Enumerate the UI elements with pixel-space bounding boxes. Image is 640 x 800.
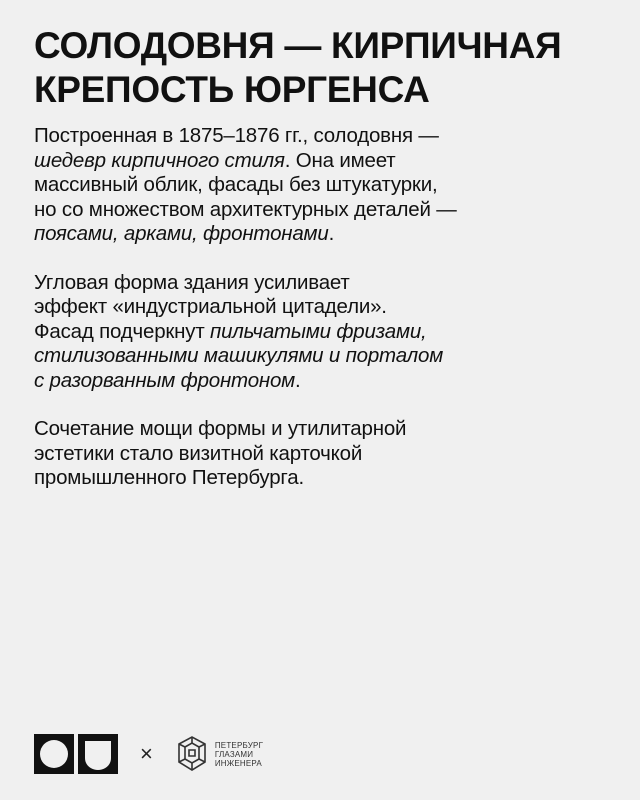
italic-text: шедевр кирпичного стиля [34,148,285,172]
brand-logo [34,734,118,774]
partner-emblem-icon [175,734,209,774]
italic-text: пильчатыми фризами, [210,319,427,343]
italic-text: с разорванным фронтоном [34,368,296,392]
partner-logo-text [215,741,263,768]
partner-logo-text-line: ПЕТЕРБУРГ [214,740,264,750]
paragraph-1 [34,124,614,247]
paragraph-2 [34,271,614,394]
paragraph-3-line-3: промышленного Петербурга. [34,466,304,489]
collaboration-separator: × [140,741,153,766]
partner-logo-text-line: ГЛАЗАМИ [214,749,254,759]
paragraph-1-line-4: но со множеством архитектурных деталей — [34,197,457,221]
paragraph-3 [34,417,614,491]
partner-logo [175,734,263,774]
paragraph-1-line-3: массивный облик, фасады без штукатурки, [34,173,438,196]
title-line-1: СОЛОДОВНЯ — КИРПИЧНАЯ [34,25,562,66]
text: Фасад подчеркнут [34,319,211,343]
text: . [295,368,301,392]
partner-logo-text-line: ИНЖЕНЕРА [214,758,262,768]
circle-square-logo-icon [34,734,74,774]
paragraph-2-line-1: Угловая форма здания усиливает [34,270,350,294]
italic-text: стилизованными машикулями и порталом [34,344,444,367]
paragraph-2-line-3 [34,320,614,345]
text: . [328,222,335,245]
paragraph-1-line-1: Построенная в 1875–1876 гг., солодовня — [34,124,439,147]
paragraph-2-line-2: эффект «индустриальной цитадели». [34,295,387,318]
paragraph-2-line-5 [34,369,614,394]
paragraph-3-line-2: эстетики стало визитной карточкой [34,441,363,465]
paragraph-3-line-1: Сочетание мощи формы и утилитарной [34,417,407,440]
post-content [34,24,614,491]
paragraph-1-line-2 [34,149,614,174]
title-line-2: КРЕПОСТЬ ЮРГЕНСА [34,69,430,110]
page-title [34,24,614,112]
paragraph-1-line-5 [34,222,614,247]
italic-text: поясами, арками, фронтонами [34,222,329,245]
text: . Она имеет [284,148,396,172]
paragraph-2-line-4 [34,344,614,369]
shield-square-logo-icon [78,734,118,774]
footer-logos [34,732,263,776]
